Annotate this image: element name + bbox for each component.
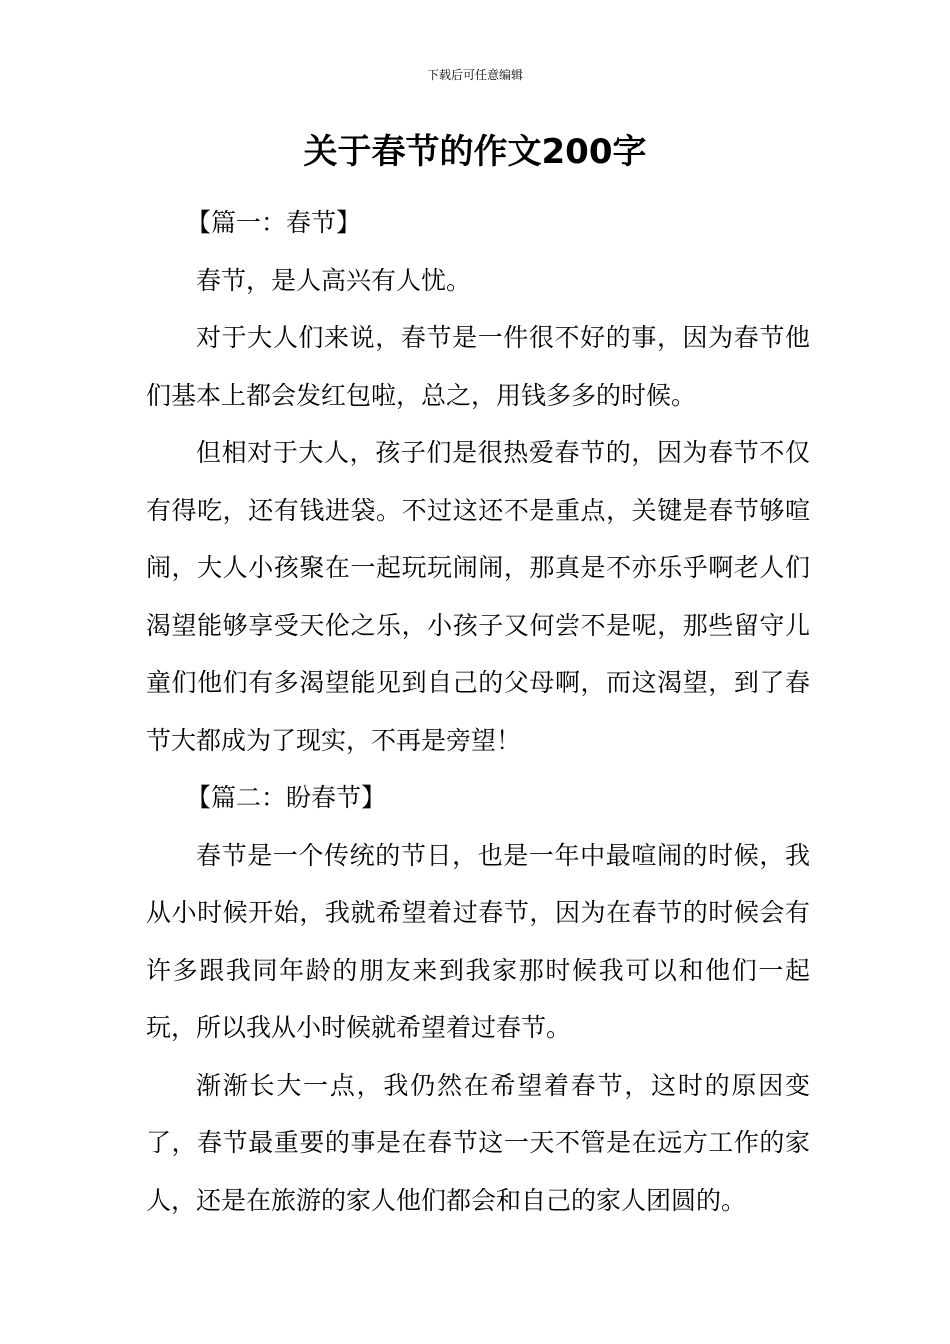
section-heading-2: 【篇二：盼春节】 [186, 783, 387, 812]
document-title: 关于春节的作文200字 [303, 132, 647, 172]
section-heading-1: 【篇一：春节】 [186, 208, 362, 237]
paragraph: 渐渐长大一点，我仍然在希望着春节，这时的原因变了，春节最重要的事是在春节这一天不管是在远方工作的家人，还是在旅游的家人他们都会和自己的家人团圆的。 [146, 1070, 810, 1215]
paragraph: 但相对于大人，孩子们是很热爱春节的，因为春节不仅有得吃，还有钱进袋。不过这还不是重点，关键是春节够喧闹，大人小孩聚在一起玩玩闹闹，那真是不亦乐乎啊老人们渴望能够享受天伦之乐，小孩子又何尝不是呢，那些留守儿童们他们有多渴望能见到自己的父母啊，而这渴望，到了春节大都成为了现实，不再是旁望！ [146, 438, 810, 755]
page-header-note: 下载后可任意编辑 [426, 68, 523, 82]
document-body [146, 194, 810, 1229]
paragraph: 对于大人们来说，春节是一件很不好的事，因为春节他们基本上都会发红包啦，总之，用钱多多的时候。 [146, 323, 810, 410]
paragraph: 春节是一个传统的节日，也是一年中最喧闹的时候，我从小时候开始，我就希望着过春节，因为在春节的时候会有许多跟我同年龄的朋友来到我家那时候我可以和他们一起玩，所以我从小时候就希望着过春节。 [146, 840, 810, 1042]
paragraph: 春节，是人高兴有人忧。 [196, 265, 472, 295]
